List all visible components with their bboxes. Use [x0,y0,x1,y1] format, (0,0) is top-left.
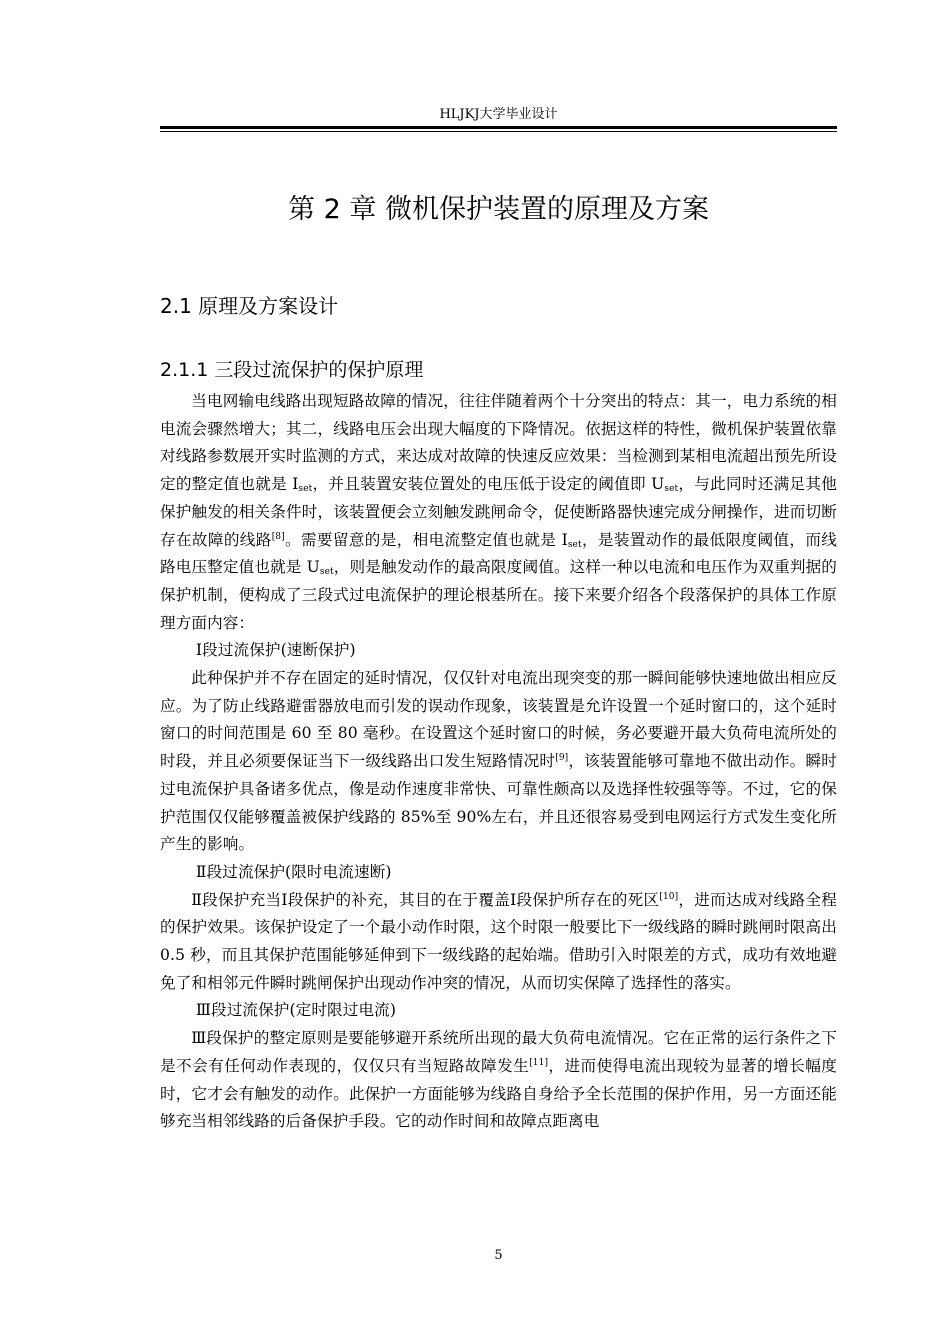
header-rule-thin [160,131,837,132]
section-title: 2.1 原理及方案设计 [160,294,339,318]
paragraph-stage3: Ⅲ段保护的整定原则是要能够避开系统所出现的最大负荷电流情况。它在正常的运行条件之下是不会有任何动作表现的，仅仅只有当短路故障发生[11]，进而使得电流出现较为显著的增长幅度时，它才会有触发的动作。此保护一方面能够为线路自身给予全长范围的保护作用，另一方面还能够充当相邻线路的后备保护手段。它的动作时间和故障点距离电 [160,1029,837,1131]
item-heading-stage2: Ⅱ段过流保护(限时电流速断) [195,862,392,881]
paragraph-stage1: 此种保护并不存在固定的延时情况，仅仅针对电流出现突变的那一瞬间能够快速地做出相应反应。为了防止线路避雷器放电而引发的误动作现象，该装置是允许设置一个延时窗口的，这个延时窗口的时间范围是 60 至 80 毫秒。在设置这个延时窗口的时候，务必要避开最大负荷电流所处的时段，并且必须要保证当下一级线路出口发生短路情况时[9]，该装置能够可靠地不做出动作。瞬时过电流保护具备诸多优点，像是动作速度非常快、可靠性颇高以及选择性较强等等。不过，它的保护范围仅仅能够覆盖被保护线路的 85%至 90%左右，并且还很容易受到电网运行方式发生变化所产生的影响。 [160,669,837,854]
page-number: 5 [494,1248,503,1263]
paragraph-principle: 当电网输电线路出现短路故障的情况，往往伴随着两个十分突出的特点：其一，电力系统的相电流会骤然增大；其二，线路电压会出现大幅度的下降情况。依据这样的特性，微机保护装置依靠对线路参数展开实时监测的方式，来达成对故障的快速反应效果：当检测到某相电流超出预先所设定的整定值也就是 $I_{set}$，并且装置安装位置处的电压低于设定的阈值即 $U_{set}$，与此同时还满足其他保护触发的相关条件时，该装置便会立刻触发跳闸命令，促使断路器快速完成分闸操作，进而切断存在故障的线路[8]。需要留意的是，相电流整定值也就是 $I_{set}$，是装置动作的最低限度阈值，而线路电压整定值也就是 $U_{set}$，则是触发动作的最高限度阈值。这样一种以电流和电压作为双重判据的保护机制，便构成了三段式过电流保护的理论根基所在。接下来要介绍各个段落保护的具体工作原理方面内容： [160,392,837,632]
subsection-title: 2.1.1 三段过流保护的保护原理 [160,359,424,381]
citation-ref: [8] [271,531,285,542]
item-heading-stage3: Ⅲ段过流保护(定时限过电流) [195,1001,397,1020]
citation-ref: [10] [659,891,679,902]
running-header: HLJKJ大学毕业设计 [439,107,558,122]
header-rule-thick [160,126,837,129]
chapter-title: 第 2 章 微机保护装置的原理及方案 [288,194,709,225]
paragraph-stage2: Ⅱ段保护充当Ⅰ段保护的补充，其目的在于覆盖Ⅰ段保护所存在的死区[10]，进而达成对线路全程的保护效果。该保护设定了一个最小动作时限，这个时限一般要比下一级线路的瞬时跳闸时限高出 0.5 秒，而且其保护范围能够延伸到下一级线路的起始端。借助引入时限差的方式，成功有效地避免了和相邻元件瞬时跳闸保护出现动作冲突的情况，从而切实保障了选择性的落实。 [160,890,837,992]
item-heading-stage1: Ⅰ段过流保护(速断保护) [195,641,356,660]
citation-ref: [11] [529,1057,549,1068]
citation-ref: [9] [555,753,569,764]
body-text [160,388,837,1136]
